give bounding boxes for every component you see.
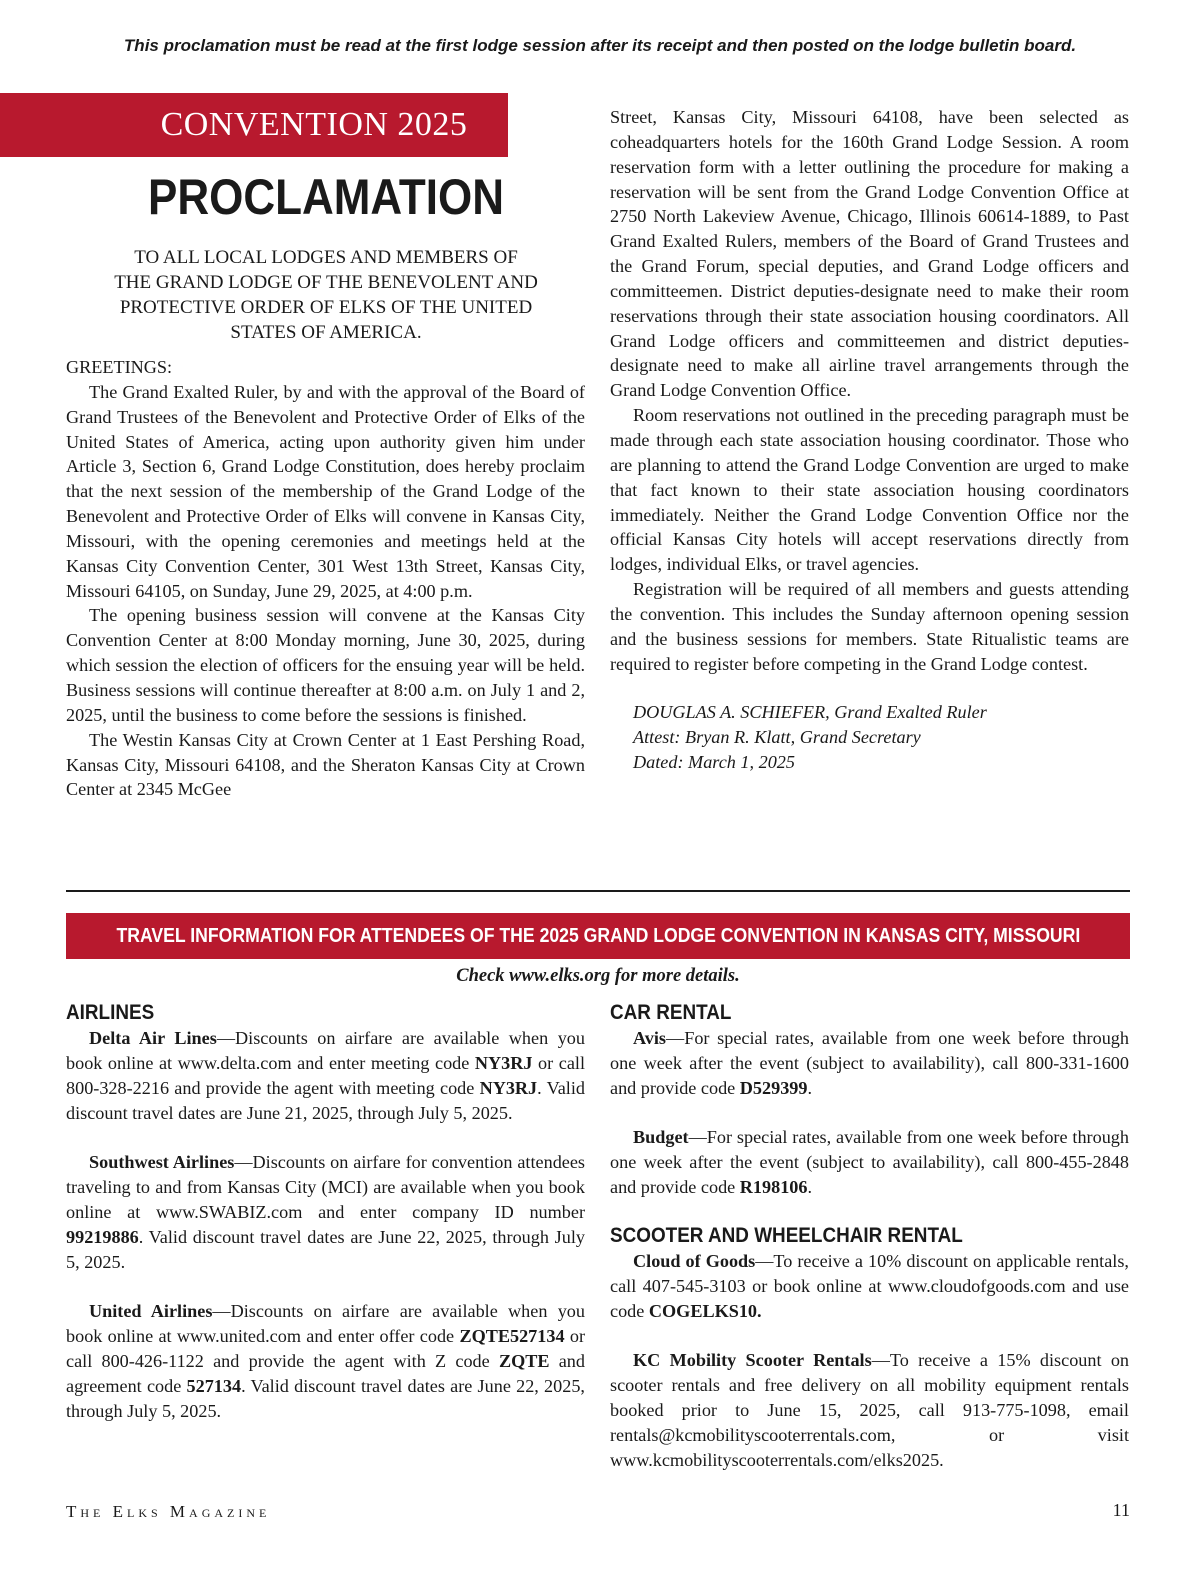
entry-text: and agreement code: [66, 1350, 585, 1396]
posting-notice: This proclamation must be read at the first lodge session after its receipt and then posted on the lodge bulletin board.: [123, 36, 1077, 55]
proclamation-address: [66, 245, 586, 345]
united-entry: [66, 1299, 585, 1423]
address-line: TO ALL LOCAL LODGES AND MEMBERS OF: [134, 247, 518, 268]
proclamation-left-column: [66, 355, 585, 802]
magazine-name: The Elks Magazine: [66, 1502, 271, 1521]
kc-mobility-entry: [610, 1348, 1129, 1472]
paragraph: The Grand Exalted Ruler, by and with the approval of the Board of Grand Trustees of the Benevolent and Protective Order of Elks of the United States of America, acting upon authority given him under Article 3, Section 6, Grand Lodge Constitution, does hereby proclaim that the next session of the membership of the Grand Lodge of the Benevolent and Protective Order of Elks will convene in Kansas City, Missouri, with the opening ceremonies and meetings held at the Kansas City Convention Center, 301 West 13th Street, Kansas City, Missouri 64105, on Sunday, June 29, 2025, at 4:00 p.m.: [66, 381, 585, 601]
address-line: STATES OF AMERICA.: [230, 322, 422, 343]
proclamation-title: PROCLAMATION: [147, 169, 505, 225]
discount-code: ZQTE: [498, 1350, 550, 1371]
southwest-entry: [66, 1150, 585, 1274]
discount-code: 99219886: [66, 1226, 139, 1247]
entry-text: . Valid discount travel dates are June 22, 2025, through July 5, 2025.: [66, 1226, 585, 1272]
paragraph: Room reservations not outlined in the preceding paragraph must be made through each state association housing coordinator. Those who are planning to attend the Grand Lodge Convention are urged to make that fact known to their state association housing coordinators immediately. Neither the Grand Lodge Convention Office nor the official Kansas City hotels will accept reservations directly from lodges, individual Elks, or travel agencies.: [610, 405, 1129, 575]
airlines-heading: AIRLINES: [66, 1001, 155, 1024]
entry-text: or call 800-328-2216 and provide the agent with meeting code: [66, 1052, 585, 1098]
page-number: 11: [1112, 1500, 1130, 1520]
paragraph: Street, Kansas City, Missouri 64108, have been selected as coheadquarters hotels for the 160th Grand Lodge Session. A room reservation form with a letter outlining the procedure for making a reservation will be sent from the Grand Lodge Convention Office at 2750 North Lakeview Avenue, Chicago, Illinois 60614-1889, to Past Grand Exalted Rulers, members of the Board of Grand Trustees and the Grand Forum, special deputies, and Grand Lodge officers and committeemen. District deputies-designate need to make their room reservations through their state association housing coordinators. All Grand Lodge officers and committeemen and district deputies-designate need to make all airline travel arrangements through the Grand Lodge Convention Office.: [610, 107, 1129, 401]
entry-text: or call 800-426-1122 and provide the agent with Z code: [66, 1326, 586, 1371]
rental-name: Avis: [633, 1028, 667, 1048]
convention-banner: [0, 93, 508, 157]
address-line: PROTECTIVE ORDER OF ELKS OF THE UNITED: [119, 297, 533, 318]
signature-line: Dated: March 1, 2025: [633, 752, 795, 773]
discount-code: 527134: [186, 1375, 242, 1396]
entry-text: —Discounts on airfare are available when you book online at www.delta.com and enter meeting code: [66, 1028, 585, 1073]
discount-code: NY3RJ: [474, 1052, 533, 1073]
check-website-note: Check www.elks.org for more details.: [456, 966, 740, 986]
discount-code: R198106: [739, 1177, 808, 1198]
discount-code: D529399: [739, 1077, 808, 1098]
entry-text: —To receive a 15% discount on scooter rentals and free delivery on all mobility equipment rentals booked prior to June 15, 2025, call 913-775-1098, email rentals@kcmobilityscooterrentals.com, or visit www.kcmobilityscooterrentals.com/elks2025.: [610, 1350, 1130, 1470]
entry-text: . Valid discount travel dates are June 21, 2025, through July 5, 2025.: [66, 1077, 585, 1123]
airline-name: Southwest Airlines: [89, 1152, 235, 1173]
paragraph: Registration will be required of all members and guests attending the convention. This includes the Sunday afternoon opening session and the business sessions for members. State Ritualistic teams are required to register before competing in the Grand Lodge contest.: [610, 579, 1129, 674]
signature-line: DOUGLAS A. SCHIEFER, Grand Exalted Ruler: [633, 702, 987, 723]
airline-name: Delta Air Lines: [89, 1028, 217, 1048]
budget-entry: [610, 1125, 1129, 1200]
signature-line: Attest: Bryan R. Klatt, Grand Secretary: [633, 727, 921, 748]
travel-banner: [66, 913, 1130, 959]
signature-block: [610, 700, 1129, 775]
entry-text: —Discounts on airfare are available when you book online at www.united.com and enter offer code: [66, 1301, 585, 1347]
entry-text: .: [807, 1077, 813, 1098]
travel-right-column: [610, 999, 1129, 1473]
entry-text: —To receive a 10% discount on applicable rentals, call 407-545-3103 or book online at www.cloudofgoods.com and use code: [610, 1250, 1129, 1321]
proclamation-right-column: [610, 105, 1129, 775]
discount-code: COGELKS10.: [648, 1300, 762, 1321]
convention-title: CONVENTION 2025: [160, 106, 468, 143]
entry-text: —For special rates, available from one week before through one week after the event (subject to availability), call 800-455-2848 and provide code: [610, 1127, 1129, 1198]
travel-left-column: [66, 999, 585, 1424]
rental-name: Budget: [633, 1127, 689, 1148]
scooter-heading: SCOOTER AND WHEELCHAIR RENTAL: [610, 1223, 963, 1247]
discount-code: NY3RJ: [479, 1077, 538, 1098]
paragraph: The opening business session will convene at the Kansas City Convention Center at 8:00 Monday morning, June 30, 2025, during which session the election of officers for the ensuing year will be held. Business sessions will continue thereafter at 8:00 a.m. on July 1 and 2, 2025, until the business to come before the sessions is finished.: [66, 605, 585, 725]
delta-entry: [66, 1026, 585, 1125]
cloud-of-goods-entry: [610, 1249, 1129, 1324]
entry-text: —Discounts on airfare for convention attendees traveling to and from Kansas City (MCI) are available when you book online at www.SWABIZ.com and enter company ID number: [66, 1152, 586, 1222]
section-divider: [66, 890, 1130, 892]
rental-name: KC Mobility Scooter Rentals: [633, 1350, 872, 1371]
airline-name: United Airlines: [89, 1301, 213, 1322]
car-rental-heading: CAR RENTAL: [610, 1001, 732, 1024]
greetings: GREETINGS:: [66, 357, 173, 377]
rental-name: Cloud of Goods: [633, 1250, 756, 1271]
entry-text: .: [807, 1177, 813, 1198]
avis-entry: [610, 1026, 1129, 1101]
address-line: THE GRAND LODGE OF THE BENEVOLENT AND: [114, 272, 538, 293]
entry-text: . Valid discount travel dates are June 22, 2025, through July 5, 2025.: [66, 1375, 585, 1421]
discount-code: ZQTE527134: [459, 1326, 565, 1347]
entry-text: —For special rates, available from one week before through one week after the event (subject to availability), call 800-331-1600 and provide code: [610, 1028, 1129, 1098]
travel-banner-title: TRAVEL INFORMATION FOR ATTENDEES OF THE 2025 GRAND LODGE CONVENTION IN KANSAS CITY, MISSOURI: [116, 924, 1080, 947]
paragraph: The Westin Kansas City at Crown Center at 1 East Pershing Road, Kansas City, Missouri 64108, and the Sheraton Kansas City at Crown Center at 2345 McGee: [66, 729, 585, 800]
